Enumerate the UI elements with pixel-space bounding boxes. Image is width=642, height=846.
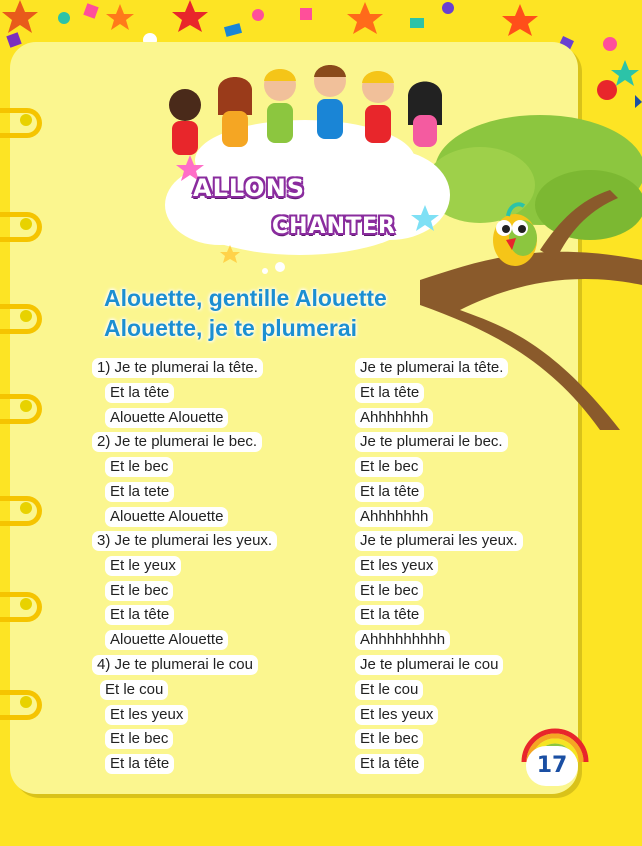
header-badge-line2: CHANTER <box>272 214 396 239</box>
header-badge-line1: ALLONS <box>193 174 306 202</box>
lyric-line: 4) Je te plumerai le cou <box>92 655 258 675</box>
binder-ring <box>0 108 42 138</box>
lyric-line: Et les yeux <box>105 705 188 725</box>
lyric-line: Et le bec <box>355 581 423 601</box>
lyric-line: Et la tete <box>105 482 174 502</box>
lyric-line: Et la tête <box>105 605 174 625</box>
song-title-line1: Alouette, gentille Alouette <box>104 285 387 311</box>
lyric-line: Et le bec <box>105 729 173 749</box>
lyric-line: Ahhhhhhh <box>355 507 433 527</box>
lyric-line: Ahhhhhhhhh <box>355 630 450 650</box>
lyric-line: 1) Je te plumerai la tête. <box>92 358 263 378</box>
lyric-line: Et le cou <box>355 680 423 700</box>
lyric-line: Et le bec <box>355 729 423 749</box>
lyric-line: Je te plumerai le cou <box>355 655 503 675</box>
lyric-line: Et les yeux <box>355 705 438 725</box>
lyric-line: 3) Je te plumerai les yeux. <box>92 531 277 551</box>
lyric-line: Et le yeux <box>105 556 181 576</box>
binder-ring <box>0 496 42 526</box>
song-title-line2: Alouette, je te plumerai <box>104 315 358 341</box>
lyric-line: Et le bec <box>105 581 173 601</box>
lyric-line: Et le bec <box>355 457 423 477</box>
lyric-line: Alouette Alouette <box>105 507 228 527</box>
lyric-line: Je te plumerai la tête. <box>355 358 508 378</box>
binder-ring <box>0 394 42 424</box>
lyric-line: Alouette Alouette <box>105 408 228 428</box>
binder-ring <box>0 592 42 622</box>
lyric-line: Et la tête <box>355 605 424 625</box>
lyric-line: Et la tête <box>355 383 424 403</box>
lyric-line: Et la tête <box>105 383 174 403</box>
lyric-line: Je te plumerai le bec. <box>355 432 508 452</box>
binder-ring <box>0 690 42 720</box>
lyric-line: Et la tête <box>355 754 424 774</box>
header-illustration <box>140 45 470 275</box>
lyric-line: Et la tête <box>105 754 174 774</box>
lyric-line: Je te plumerai les yeux. <box>355 531 523 551</box>
lyric-line: Alouette Alouette <box>105 630 228 650</box>
page-number: 17 <box>526 746 578 786</box>
lyric-line: Et le bec <box>105 457 173 477</box>
lyric-line: 2) Je te plumerai le bec. <box>92 432 262 452</box>
lyric-line: Et le cou <box>100 680 168 700</box>
lyric-line: Ahhhhhhh <box>355 408 433 428</box>
binder-ring <box>0 304 42 334</box>
lyric-line: Et les yeux <box>355 556 438 576</box>
binder-ring <box>0 212 42 242</box>
lyric-line: Et la tête <box>355 482 424 502</box>
